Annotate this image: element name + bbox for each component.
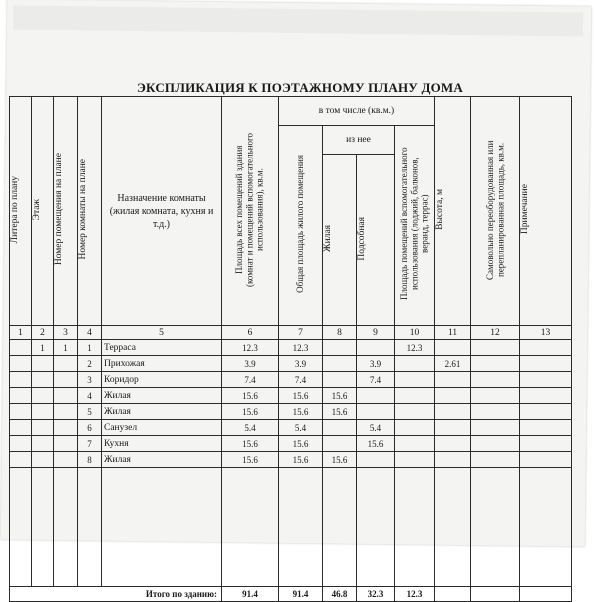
column-number: 10	[395, 326, 435, 340]
cell-premise	[54, 420, 78, 436]
explication-table	[9, 96, 572, 602]
header-general-area: Общая площадь жилого помещения	[279, 126, 323, 326]
cell-veranda	[395, 436, 435, 452]
header-group-including: в том числе (кв.м.)	[279, 97, 435, 126]
cell-total: 15.6	[222, 436, 279, 452]
cell-redev	[471, 404, 520, 420]
cell-floor	[32, 436, 54, 452]
cell-total: 12.3	[222, 340, 279, 356]
cell-general: 15.6	[279, 388, 323, 404]
cell-height	[435, 372, 471, 388]
cell-aux: 15.6	[357, 436, 395, 452]
column-number: 2	[32, 326, 54, 340]
total-area: 91.4	[222, 587, 279, 602]
cell-height	[435, 388, 471, 404]
cell-floor	[32, 356, 54, 372]
cell-name: Кухня	[102, 436, 222, 452]
cell-note	[520, 436, 572, 452]
cell-name: Жилая	[102, 404, 222, 420]
cell-living	[323, 436, 357, 452]
cell-floor	[32, 388, 54, 404]
cell-general: 12.3	[279, 340, 323, 356]
cell-name: Жилая	[102, 388, 222, 404]
cell-premise	[54, 436, 78, 452]
cell-litera	[10, 388, 32, 404]
cell-floor	[32, 420, 54, 436]
cell-room: 1	[78, 340, 102, 356]
cell-premise	[54, 356, 78, 372]
cell-height	[435, 340, 471, 356]
cell-floor	[32, 404, 54, 420]
cell-floor: 1	[32, 340, 54, 356]
cell-premise	[54, 452, 78, 468]
cell-room: 5	[78, 404, 102, 420]
cell-height	[435, 404, 471, 420]
header-redevelopment: Самовольно переоборудованная или перепланированная площадь, кв.м.	[471, 97, 520, 326]
total-living: 46.8	[323, 587, 357, 602]
cell-note	[520, 388, 572, 404]
cell-height: 2.61	[435, 356, 471, 372]
total-aux: 32.3	[357, 587, 395, 602]
table-row	[10, 372, 572, 388]
column-number: 12	[471, 326, 520, 340]
cell-floor	[32, 452, 54, 468]
cell-aux	[357, 404, 395, 420]
header-height: Высота, м	[435, 97, 471, 326]
header-room-purpose: Назначение комнаты (жилая комната, кухня и т.д.)	[102, 97, 222, 326]
cell-name: Жилая	[102, 452, 222, 468]
cell-redev	[471, 388, 520, 404]
cell-redev	[471, 340, 520, 356]
column-number: 6	[222, 326, 279, 340]
cell-general: 15.6	[279, 452, 323, 468]
cell-note	[520, 404, 572, 420]
totals-row	[10, 587, 572, 602]
cell-room: 6	[78, 420, 102, 436]
total-redev	[471, 587, 520, 602]
cell-aux: 3.9	[357, 356, 395, 372]
cell-general: 3.9	[279, 356, 323, 372]
cell-veranda	[395, 356, 435, 372]
column-number: 7	[279, 326, 323, 340]
cell-living: 15.6	[323, 452, 357, 468]
cell-name: Коридор	[102, 372, 222, 388]
cell-aux: 7.4	[357, 372, 395, 388]
cell-redev	[471, 372, 520, 388]
cell-veranda: 12.3	[395, 340, 435, 356]
cell-redev	[471, 420, 520, 436]
total-general: 91.4	[279, 587, 323, 602]
column-number: 3	[54, 326, 78, 340]
total-height	[435, 587, 471, 602]
cell-aux	[357, 388, 395, 404]
cell-veranda	[395, 452, 435, 468]
cell-room: 3	[78, 372, 102, 388]
column-number-row	[10, 326, 572, 340]
cell-aux	[357, 340, 395, 356]
header-premise-number: Номер помещения на плане	[54, 97, 78, 326]
cell-litera	[10, 404, 32, 420]
cell-aux: 5.4	[357, 420, 395, 436]
column-number: 8	[323, 326, 357, 340]
cell-note	[520, 372, 572, 388]
cell-veranda	[395, 420, 435, 436]
table-row	[10, 356, 572, 372]
column-number: 9	[357, 326, 395, 340]
cell-total: 3.9	[222, 356, 279, 372]
cell-veranda	[395, 372, 435, 388]
header-row-top	[10, 97, 572, 126]
cell-total: 15.6	[222, 452, 279, 468]
cell-redev	[471, 436, 520, 452]
total-veranda: 12.3	[395, 587, 435, 602]
cell-veranda	[395, 404, 435, 420]
cell-height	[435, 436, 471, 452]
header-living: Жилая	[323, 155, 357, 326]
header-litera: Литера по плану	[10, 97, 32, 326]
header-total-area: Площадь всех помещений здания (комнат и помещений вспомогательного использования), кв.м.	[222, 97, 279, 326]
cell-general: 7.4	[279, 372, 323, 388]
table-row	[10, 388, 572, 404]
cell-total: 5.4	[222, 420, 279, 436]
column-number: 13	[520, 326, 572, 340]
cell-total: 7.4	[222, 372, 279, 388]
totals-label: Итого по зданию:	[10, 587, 222, 602]
cell-litera	[10, 420, 32, 436]
cell-room: 2	[78, 356, 102, 372]
column-number: 4	[78, 326, 102, 340]
cell-total: 15.6	[222, 404, 279, 420]
cell-note	[520, 356, 572, 372]
cell-total: 15.6	[222, 388, 279, 404]
cell-premise: 1	[54, 340, 78, 356]
cell-room: 8	[78, 452, 102, 468]
table-row	[10, 340, 572, 356]
cell-name: Терраса	[102, 340, 222, 356]
cell-litera	[10, 372, 32, 388]
cell-general: 15.6	[279, 404, 323, 420]
table-row	[10, 452, 572, 468]
header-auxiliary-use-area: Площадь помещений вспомогательного использования (лоджий, балконов, веранд, террас)	[395, 126, 435, 326]
total-note	[520, 587, 572, 602]
table-row	[10, 436, 572, 452]
cell-room: 7	[78, 436, 102, 452]
cell-room: 4	[78, 388, 102, 404]
cell-redev	[471, 356, 520, 372]
cell-premise	[54, 388, 78, 404]
column-number: 5	[102, 326, 222, 340]
column-number: 1	[10, 326, 32, 340]
cell-living	[323, 356, 357, 372]
cell-general: 5.4	[279, 420, 323, 436]
header-room-number: Номер комнаты на плане	[78, 97, 102, 326]
table-row	[10, 420, 572, 436]
header-utility: Подсобная	[357, 155, 395, 326]
cell-living	[323, 420, 357, 436]
cell-living: 15.6	[323, 388, 357, 404]
cell-premise	[54, 404, 78, 420]
cell-note	[520, 340, 572, 356]
cell-general: 15.6	[279, 436, 323, 452]
cell-name: Прихожая	[102, 356, 222, 372]
header-note: Примечание	[520, 97, 572, 326]
cell-height	[435, 420, 471, 436]
empty-table-area	[10, 468, 572, 587]
cell-living	[323, 372, 357, 388]
cell-living	[323, 340, 357, 356]
cell-height	[435, 452, 471, 468]
cell-veranda	[395, 388, 435, 404]
cell-note	[520, 420, 572, 436]
header-floor: Этаж	[32, 97, 54, 326]
cell-redev	[471, 452, 520, 468]
cell-litera	[10, 340, 32, 356]
cell-litera	[10, 356, 32, 372]
cell-name: Санузел	[102, 420, 222, 436]
cell-premise	[54, 372, 78, 388]
cell-aux	[357, 452, 395, 468]
document-title: ЭКСПЛИКАЦИЯ К ПОЭТАЖНОМУ ПЛАНУ ДОМА	[137, 80, 463, 95]
cell-note	[520, 452, 572, 468]
column-number: 11	[435, 326, 471, 340]
cell-litera	[10, 452, 32, 468]
table-row	[10, 404, 572, 420]
cell-living: 15.6	[323, 404, 357, 420]
scan-top-strip	[13, 6, 583, 37]
cell-litera	[10, 436, 32, 452]
cell-floor	[32, 372, 54, 388]
header-group-of-which: из нее	[323, 126, 395, 155]
